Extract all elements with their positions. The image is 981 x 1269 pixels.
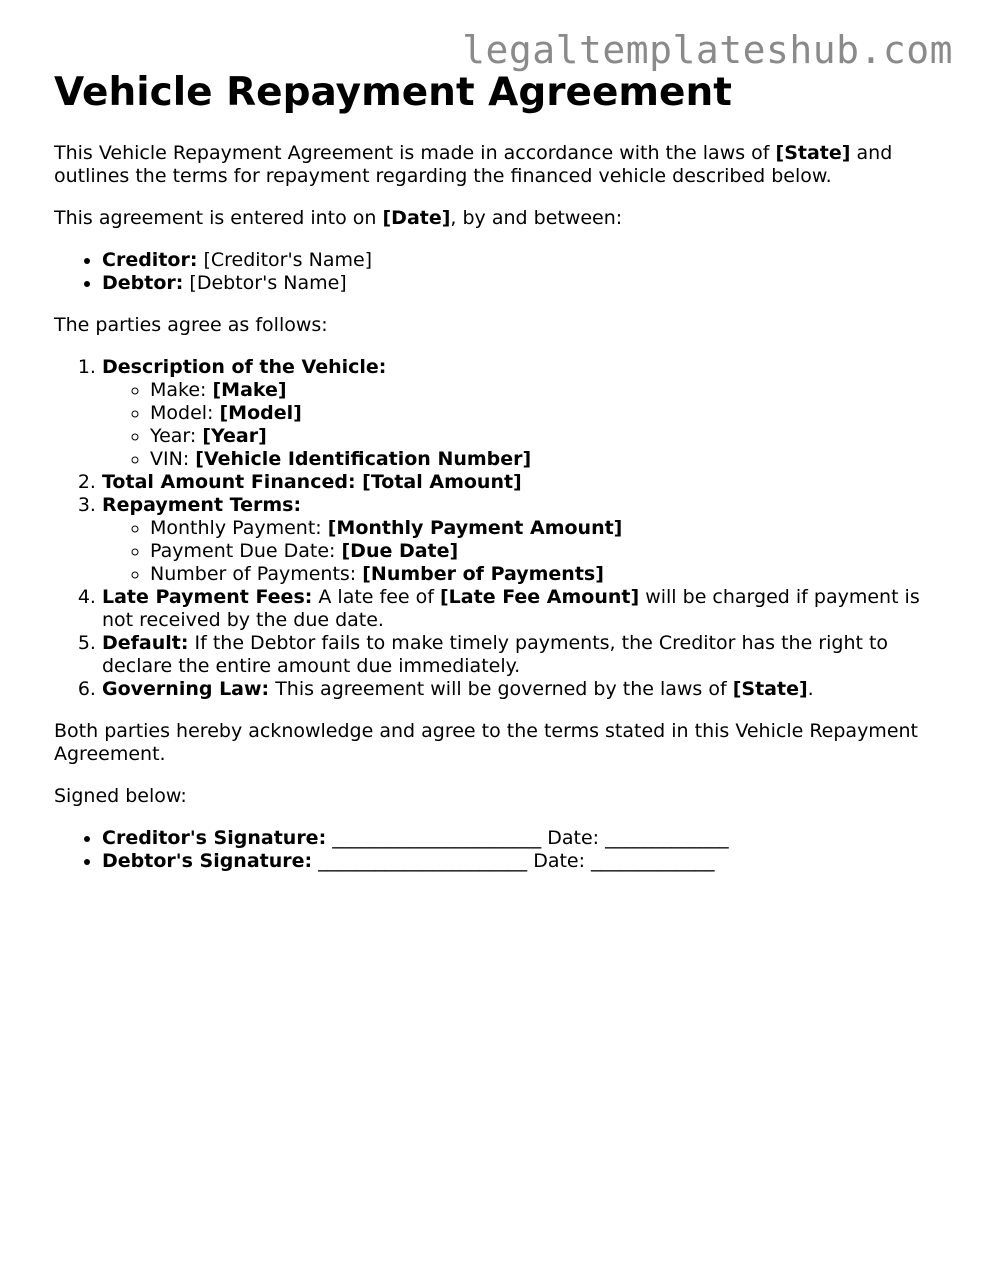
term-text-end: . bbox=[807, 678, 814, 700]
repayment-details-list bbox=[102, 517, 934, 586]
term-governing-law bbox=[102, 678, 934, 701]
term-repayment bbox=[102, 494, 934, 586]
term-label: Description of the Vehicle: bbox=[102, 356, 387, 378]
detail-value: [Vehicle Identification Number] bbox=[195, 448, 532, 470]
detail-value: [Monthly Payment Amount] bbox=[327, 517, 623, 539]
page-title: Vehicle Repayment Agreement bbox=[54, 70, 732, 115]
detail-value: [Year] bbox=[202, 425, 267, 447]
list-item bbox=[102, 249, 934, 272]
vehicle-details-list bbox=[102, 379, 934, 471]
intro-state: [State] bbox=[775, 142, 851, 164]
detail-label: VIN: bbox=[150, 448, 196, 470]
detail-label: Number of Payments: bbox=[150, 563, 363, 585]
entered-text-end: , by and between: bbox=[450, 207, 623, 229]
list-item bbox=[150, 379, 934, 402]
list-item bbox=[102, 827, 934, 850]
term-label: Late Payment Fees: bbox=[102, 586, 313, 608]
detail-value: [Model] bbox=[219, 402, 302, 424]
agree-paragraph: The parties agree as follows: bbox=[54, 314, 328, 336]
list-item bbox=[102, 272, 934, 295]
detail-label: Model: bbox=[150, 402, 220, 424]
term-text: A late fee of bbox=[312, 586, 440, 608]
term-text-end: will be charged if payment is not received by the due date. bbox=[102, 586, 920, 631]
detail-value: [Number of Payments] bbox=[362, 563, 604, 585]
term-text: If the Debtor fails to make timely payments, the Creditor has the right to declare the entire amount due immediately. bbox=[102, 632, 889, 677]
acknowledge-paragraph: Both parties hereby acknowledge and agree to the terms stated in this Vehicle Repayment Agreement. bbox=[54, 720, 918, 765]
term-label: Default: bbox=[102, 632, 189, 654]
term-label: Governing Law: bbox=[102, 678, 270, 700]
term-default bbox=[102, 632, 934, 678]
entered-paragraph bbox=[54, 207, 934, 230]
detail-value: [Make] bbox=[212, 379, 287, 401]
term-value: [State] bbox=[732, 678, 808, 700]
intro-text: This Vehicle Repayment Agreement is made in accordance with the laws of bbox=[54, 142, 776, 164]
term-value: [Total Amount] bbox=[355, 471, 522, 493]
intro-paragraph bbox=[54, 142, 934, 188]
signatures-list bbox=[54, 827, 934, 873]
term-label: Total Amount Financed: bbox=[102, 471, 356, 493]
party-value: [Debtor's Name] bbox=[183, 272, 347, 294]
list-item bbox=[150, 402, 934, 425]
intro-text-end: and outlines the terms for repayment regarding the financed vehicle described below. bbox=[54, 142, 893, 187]
signature-label: Debtor's Signature: bbox=[102, 850, 313, 872]
term-value: [Late Fee Amount] bbox=[440, 586, 640, 608]
term-vehicle bbox=[102, 356, 934, 471]
list-item bbox=[150, 563, 934, 586]
document-page bbox=[54, 70, 934, 892]
watermark: legaltemplateshub.com bbox=[462, 28, 953, 72]
list-item bbox=[150, 540, 934, 563]
detail-value: [Due Date] bbox=[341, 540, 459, 562]
list-item bbox=[150, 425, 934, 448]
entered-text: This agreement is entered into on bbox=[54, 207, 383, 229]
term-late-fees bbox=[102, 586, 934, 632]
detail-label: Make: bbox=[150, 379, 213, 401]
entered-date: [Date] bbox=[382, 207, 451, 229]
signature-line[interactable]: ______________________ Date: _____________ bbox=[326, 827, 729, 849]
list-item bbox=[150, 448, 934, 471]
detail-label: Year: bbox=[150, 425, 203, 447]
list-item bbox=[150, 517, 934, 540]
term-text: This agreement will be governed by the laws of bbox=[269, 678, 733, 700]
party-label: Debtor: bbox=[102, 272, 184, 294]
terms-list bbox=[54, 356, 934, 701]
term-total bbox=[102, 471, 934, 494]
signed-below-paragraph: Signed below: bbox=[54, 785, 187, 807]
list-item bbox=[102, 850, 934, 873]
detail-label: Payment Due Date: bbox=[150, 540, 342, 562]
signature-line[interactable]: ______________________ Date: _____________ bbox=[312, 850, 715, 872]
term-label: Repayment Terms: bbox=[102, 494, 302, 516]
party-value: [Creditor's Name] bbox=[197, 249, 373, 271]
signature-label: Creditor's Signature: bbox=[102, 827, 327, 849]
party-label: Creditor: bbox=[102, 249, 198, 271]
detail-label: Monthly Payment: bbox=[150, 517, 328, 539]
parties-list bbox=[54, 249, 934, 295]
